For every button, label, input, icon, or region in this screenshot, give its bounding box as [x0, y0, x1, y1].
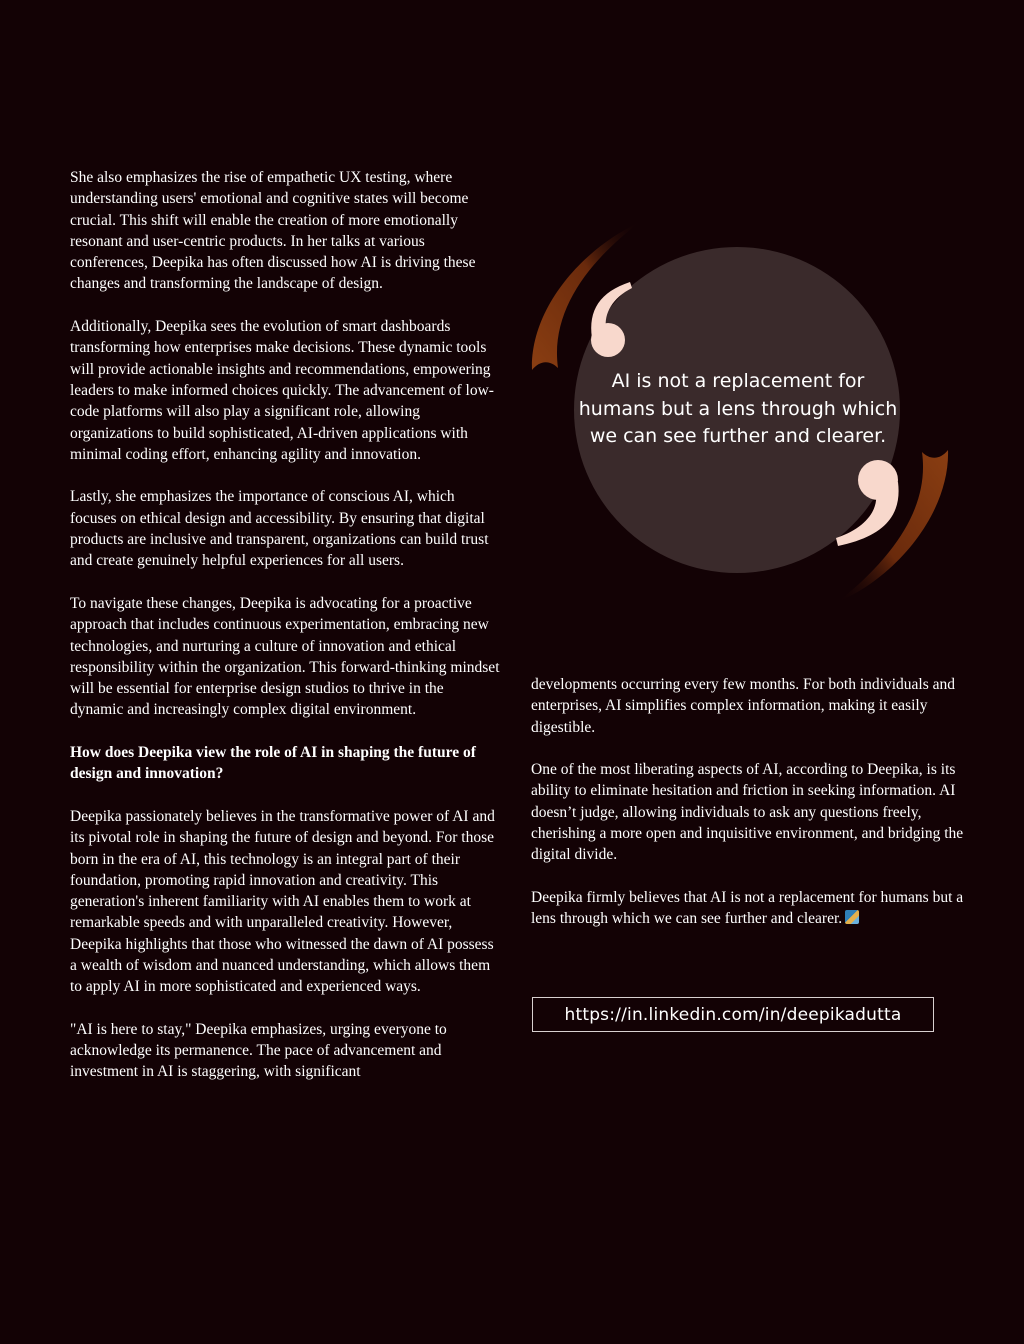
linkedin-url-box[interactable] — [532, 997, 934, 1032]
paragraph: Lastly, she emphasizes the importance of conscious AI, which focuses on ethical design and accessibility. By ensuring that digital products are inclusive and transparent, organizations can build trust and create genuinely helpful experiences for all users. — [70, 488, 489, 570]
paragraph: To navigate these changes, Deepika is advocating for a proactive approach that includes continuous experimentation, embracing new technologies, and nurturing a culture of innovation and ethical responsibility within the organization. This forward-thinking mindset will be essential for enterprise design studios to thrive in the dynamic and increasingly complex digital environment. — [70, 594, 500, 719]
paragraph: Additionally, Deepika sees the evolution of smart dashboards transforming how enterprises make decisions. These dynamic tools will provide actionable insights and recommendations, empowering leaders to make informed choices quickly. The advancement of low-code platforms will also play a significant role, allowing organizations to build sophisticated, AI-driven applications with minimal coding effort, enhancing agility and innovation. — [70, 318, 494, 463]
paragraph: developments occurring every few months. For both individuals and enterprises, AI simplifies complex information, making it easily digestible. — [531, 676, 956, 736]
paragraph-text: Deepika firmly believes that AI is not a replacement for humans but a lens through which we can see further and clearer. — [531, 888, 964, 928]
linkedin-url-text[interactable]: https://in.linkedin.com/in/deepikadutta — [564, 1004, 902, 1025]
interview-question: How does Deepika view the role of AI in shaping the future of design and innovation? — [70, 744, 476, 783]
paragraph: "AI is here to stay," Deepika emphasizes, urging everyone to acknowledge its permanence. The pace of advancement and investment in AI is staggering, with significant — [70, 1020, 447, 1081]
right-column — [531, 674, 971, 951]
paragraph — [531, 887, 971, 930]
paragraph: Deepika passionately believes in the transformative power of AI and its pivotal role in shaping the future of design and beyond. For those born in the era of AI, this technology is an integral part of their foundation, promoting rapid innovation and creativity. This generation's inherent familiarity with AI enables them to work at remarkable speeds and with unparalleled creativity. However, Deepika highlights that those who witnessed the dawn of AI possess a wealth of wisdom and nuanced understanding, which allows them to apply AI in more sophisticated and experienced ways. — [70, 807, 495, 996]
left-column — [70, 167, 500, 1104]
paragraph: One of the most liberating aspects of AI, according to Deepika, is its ability to eliminate hesitation and friction in seeking information. AI doesn’t judge, allowing individuals to ask any questions freely, cherishing a more open and inquisitive environment, and bridging the digital divide. — [531, 761, 964, 864]
pull-quote-text: AI is not a replacement for humans but a lens through which we can see further and clearer. — [578, 370, 898, 447]
paragraph: She also emphasizes the rise of empathetic UX testing, where understanding users' emotional and cognitive states will become crucial. This shift will enable the creation of more emotionally resonant and user-centric products. In her talks at various conferences, Deepika has often discussed how AI is driving these changes and transforming the landscape of design. — [70, 169, 476, 293]
telescope-emoji-icon — [845, 910, 859, 924]
